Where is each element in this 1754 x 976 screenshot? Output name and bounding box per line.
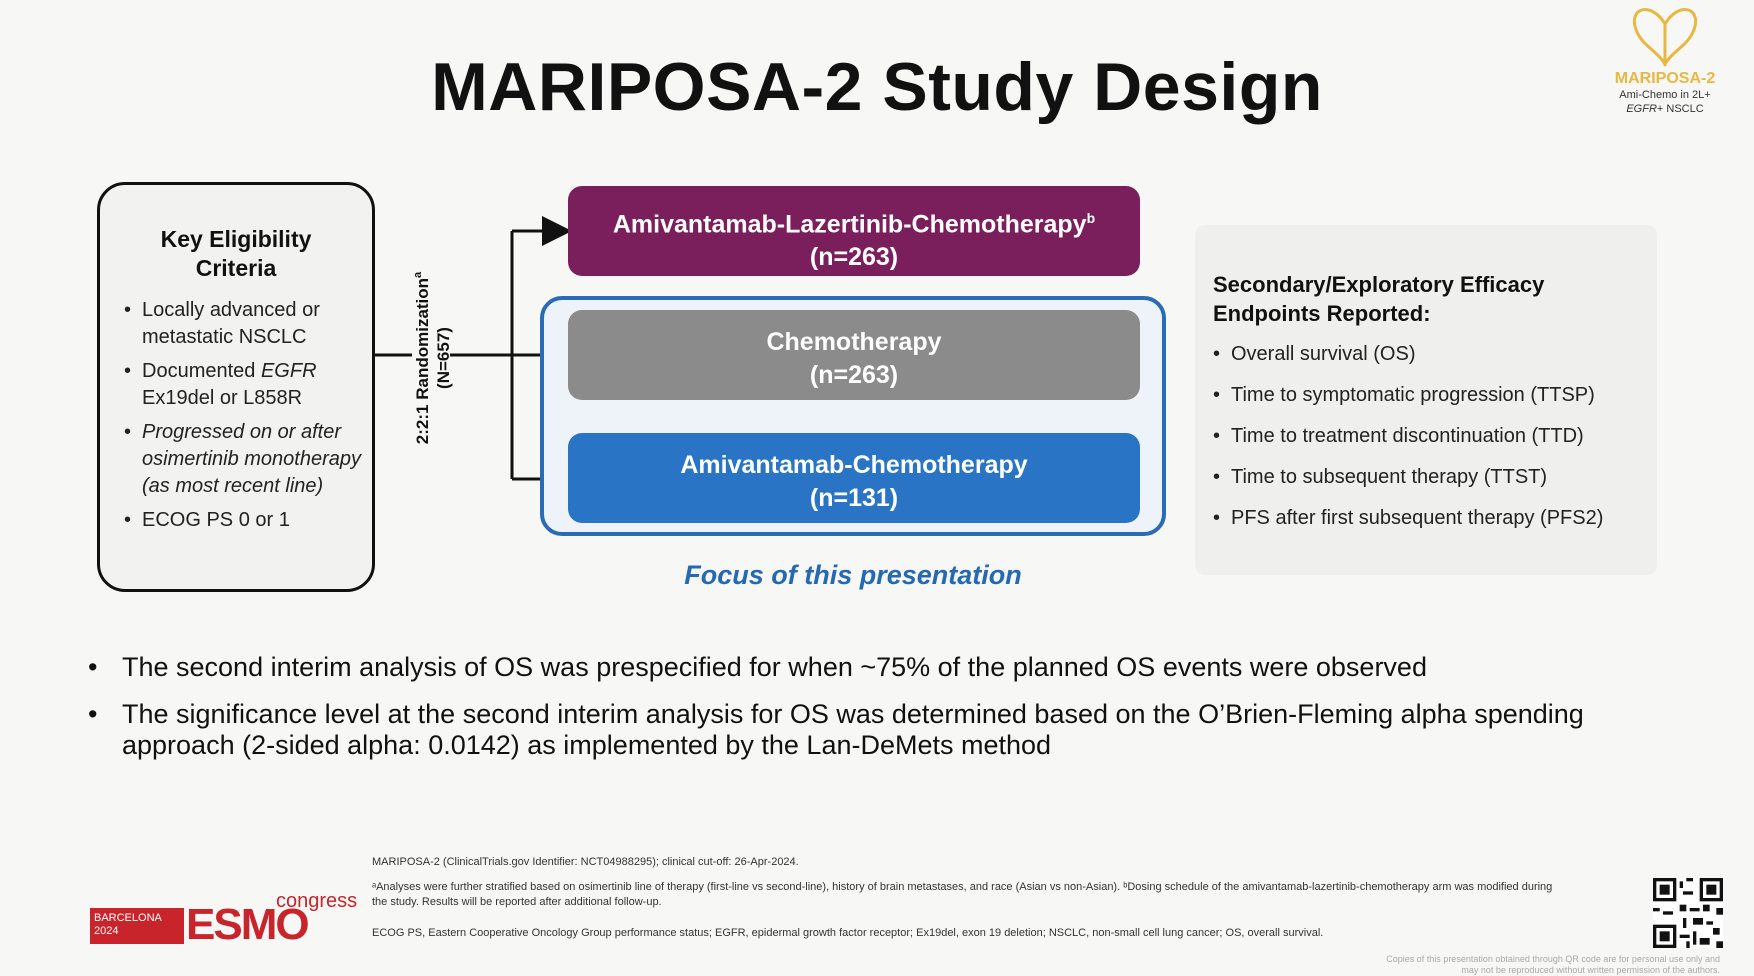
endpoint-item: • Time to symptomatic progression (TTSP) <box>1213 382 1653 408</box>
barcelona-badge: BARCELONA 2024 <box>90 908 184 944</box>
logo-name: MARIPOSA-2 <box>1614 70 1716 87</box>
randomization-label: 2:2:1 Randomization$^a$ (N=657) <box>412 271 453 445</box>
note-item: • The significance level at the second interim analysis for OS was determined based on the O’Brien-Fleming alpha spending approach (2-sided alpha: 0.0142) as implemented by the Lan-DeMets method <box>86 699 1666 761</box>
logo-subtitle-2: EGFR+ NSCLC <box>1626 103 1704 115</box>
arm-chemotherapy: Chemotherapy (n=263) <box>568 310 1140 400</box>
eligibility-title: Key Eligibility Criteria <box>160 226 312 281</box>
copyright-note: Copies of this presentation obtained through QR code are for personal use only and may not be reproduced without written permission of the authors. <box>1386 954 1720 975</box>
eligibility-item: • Progressed on or after osimertinib monotherapy (as most recent line) <box>114 419 374 500</box>
note-item: • The second interim analysis of OS was prespecified for when ~75% of the planned OS events were observed <box>86 652 1666 683</box>
congress-word: congress <box>276 890 358 912</box>
endpoint-item: • Time to treatment discontinuation (TTD) <box>1213 423 1653 449</box>
focus-label: Focus of this presentation <box>684 560 1022 590</box>
footnote-trial: MARIPOSA-2 (ClinicalTrials.gov Identifier: NCT04988295); clinical cut-off: 26-Apr-2024. <box>372 856 799 868</box>
eligibility-item: • ECOG PS 0 or 1 <box>114 507 374 534</box>
slide-title: MARIPOSA-2 Study Design <box>431 49 1323 125</box>
arm-amivantamab-lazertinib-chemo: Amivantamab-Lazertinib-Chemotherapy$^b$ (n=263) <box>568 186 1140 276</box>
eligibility-list <box>114 297 374 541</box>
logo-subtitle-1: Ami-Chemo in 2L+ <box>1619 89 1711 101</box>
endpoints-list <box>1213 341 1653 546</box>
endpoint-item: • Overall survival (OS) <box>1213 341 1653 367</box>
footnote-analysis: ᵃAnalyses were further stratified based on osimertinib line of therapy (first-line vs second-line), history of brain metastases, and race (Asian vs non-Asian). ᵇDosing schedule of the amivantamab-lazertinib-chemotherapy arm was modified during the study. Results will be reported after additional follow-up. <box>372 881 1553 908</box>
eligibility-box <box>97 182 375 592</box>
endpoints-box <box>1195 225 1657 575</box>
endpoint-item: • PFS after first subsequent therapy (PFS2) <box>1213 505 1653 531</box>
arm-amivantamab-chemo: Amivantamab-Chemotherapy (n=131) <box>568 433 1140 523</box>
qr-code-icon[interactable] <box>1653 878 1723 948</box>
footnote-abbreviations: ECOG PS, Eastern Cooperative Oncology Group performance status; EGFR, epidermal growth factor receptor; Ex19del, exon 19 deletion; NSCLC, non-small cell lung cancer; OS, overall survival. <box>372 927 1324 939</box>
analysis-notes <box>86 652 1666 777</box>
eligibility-item: • Documented EGFR Ex19del or L858R <box>114 358 374 412</box>
eligibility-item: • Locally advanced or metastatic NSCLC <box>114 297 374 351</box>
endpoint-item: • Time to subsequent therapy (TTST) <box>1213 464 1653 490</box>
esmo-wordmark: ESMO <box>186 900 308 949</box>
endpoints-heading: Secondary/Exploratory Efficacy Endpoints Reported: <box>1213 272 1545 326</box>
esmo-congress-logo <box>90 890 360 949</box>
